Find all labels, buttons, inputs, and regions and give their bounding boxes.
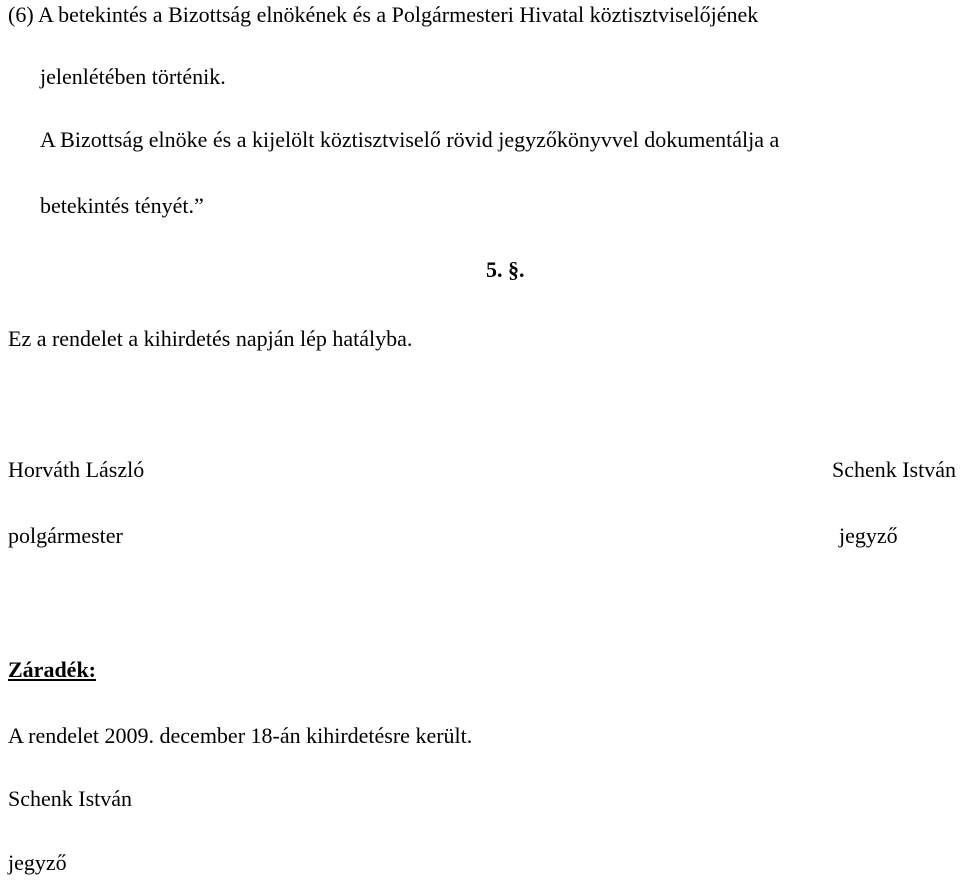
paragraph-6-line-4: betekintés tényét.”: [40, 193, 204, 218]
zaradek-signer-name: Schenk István: [8, 786, 133, 811]
signature-right-title: jegyző: [839, 523, 898, 548]
signature-left-title: polgármester: [8, 523, 123, 548]
paragraph-6-line-1: (6) A betekintés a Bizottság elnökének és a Polgármesteri Hivatal köztisztviselőjének: [8, 2, 759, 27]
signature-left-name: Horváth László: [8, 457, 145, 482]
signature-right-name: Schenk István: [831, 457, 956, 482]
paragraph-6-line-2: jelenlétében történik.: [40, 64, 226, 89]
section-5-text: Ez a rendelet a kihirdetés napján lép hatályba.: [8, 326, 413, 351]
zaradek-text: A rendelet 2009. december 18-án kihirdetésre került.: [8, 723, 473, 748]
zaradek-heading: Záradék:: [8, 657, 96, 682]
section-5-heading: 5. §.: [486, 257, 525, 282]
paragraph-6-line-3: A Bizottság elnöke és a kijelölt köztisztviselő rövid jegyzőkönyvvel dokumentálja a: [40, 127, 780, 152]
zaradek-signer-title: jegyző: [8, 850, 67, 875]
